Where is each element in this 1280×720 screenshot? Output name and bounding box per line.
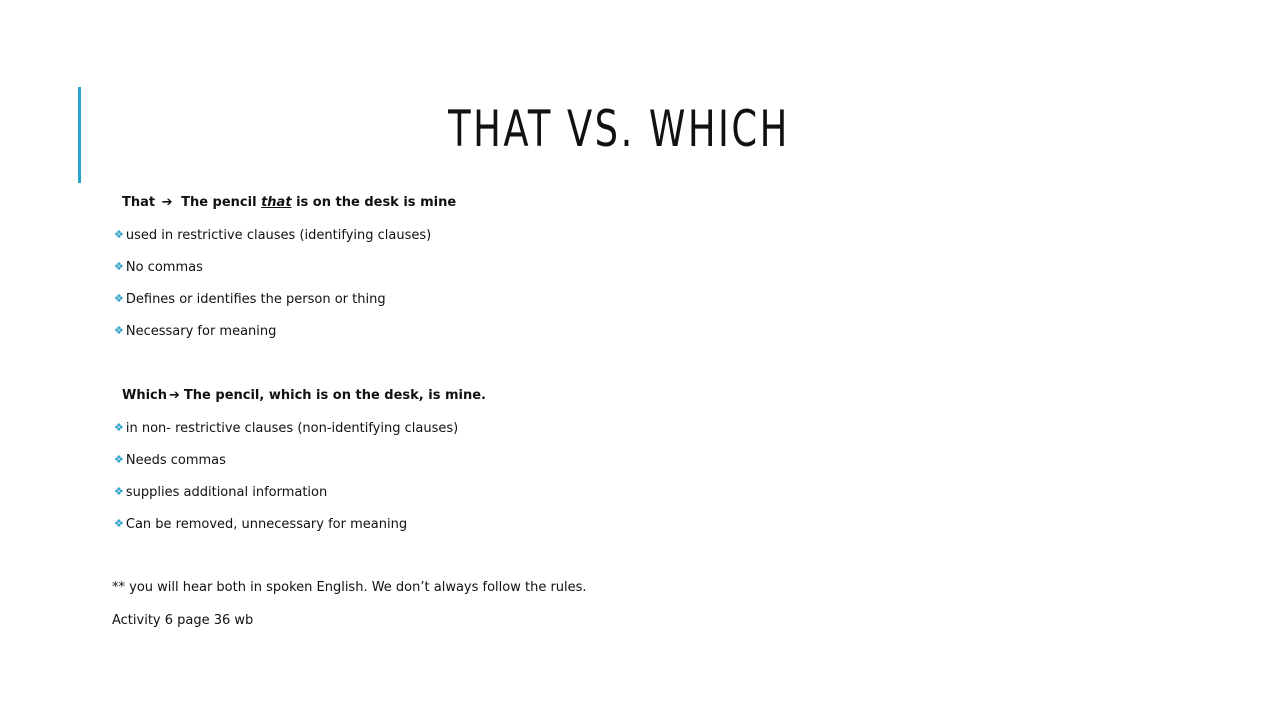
diamond-bullet-icon: ❖: [114, 453, 124, 466]
diamond-bullet-icon: ❖: [114, 228, 124, 241]
that-example-before: The pencil: [181, 195, 262, 210]
activity-reference: Activity 6 page 36 wb: [112, 613, 254, 628]
that-example-after: is on the desk is mine: [291, 195, 457, 210]
list-item-text: Needs commas: [125, 453, 226, 468]
footer-note: ** you will hear both in spoken English. We don’t always follow the rules.: [112, 580, 587, 595]
diamond-bullet-icon: ❖: [114, 517, 124, 530]
list-item-text: Necessary for meaning: [125, 324, 277, 339]
list-item: [114, 453, 226, 469]
list-item: [114, 485, 327, 501]
diamond-bullet-icon: ❖: [114, 260, 124, 273]
list-item-text: Defines or identifies the person or thing: [125, 292, 386, 307]
that-heading: [122, 195, 456, 211]
diamond-bullet-icon: ❖: [114, 324, 124, 337]
list-item: [114, 260, 203, 276]
list-item: [114, 324, 276, 340]
list-item-text: in non- restrictive clauses (non-identifying clauses): [125, 421, 459, 436]
diamond-bullet-icon: ❖: [114, 421, 124, 434]
which-heading: [122, 388, 486, 404]
right-arrow-icon: ➔: [161, 195, 173, 210]
list-item: [114, 292, 386, 308]
right-arrow-icon: ➔: [169, 388, 180, 403]
list-item: [114, 228, 431, 244]
title-accent-bar: [78, 87, 81, 183]
that-label: That: [122, 195, 156, 210]
list-item-text: supplies additional information: [125, 485, 328, 500]
which-example: The pencil, which is on the desk, is mine.: [183, 388, 487, 403]
list-item: [114, 517, 407, 533]
diamond-bullet-icon: ❖: [114, 292, 124, 305]
diamond-bullet-icon: ❖: [114, 485, 124, 498]
slide-title: THAT VS. WHICH: [448, 100, 790, 158]
list-item-text: No commas: [125, 260, 203, 275]
list-item-text: Can be removed, unnecessary for meaning: [125, 517, 408, 532]
list-item: [114, 421, 458, 437]
list-item-text: used in restrictive clauses (identifying clauses): [125, 228, 432, 243]
that-example-keyword: that: [261, 195, 292, 210]
which-label: Which: [122, 388, 168, 403]
